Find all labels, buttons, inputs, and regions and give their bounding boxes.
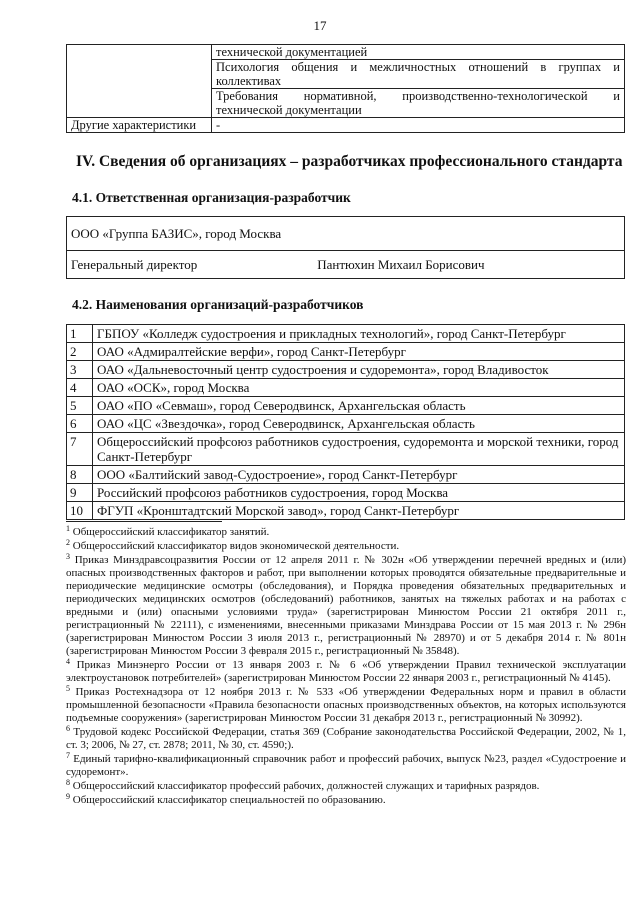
footnote-mark: 4 — [66, 657, 70, 666]
table-cell — [67, 45, 212, 118]
org-number: 2 — [67, 343, 93, 361]
footnote-text: Приказ Минздравсоцразвития России от 12 апреля 2011 г. № 302н «Об утверждении перечней вредных и (или) опасных производственных факторов и работ, при выполнении которых проводятся обязательные предварительные и периодические медицинские осмотры (обследования), и Порядка проведения обязательных предварительных и периодических медицинских осмотров (обследований) работников, занятых на тяжелых работах и на работах с вредными и (или) опасными условиями труда» (зарегистрирован Минюстом России 21 октября 2011 г., регистрационный № 22111), с изменениями, внесенными приказами Минздрава России от 15 мая 2013 г. № 296н (зарегистрирован Минюстом России 3 июля 2013 г., регистрационный № 28970) и от 5 декабря 2014 г. № 801н (зарегистрирован Минюстом России 3 февраля 2015 г., регистрационный № 35848). — [66, 554, 626, 657]
footnote — [66, 686, 626, 725]
org-name: ОАО «ОСК», город Москва — [93, 379, 625, 397]
org-number: 5 — [67, 397, 93, 415]
table-row — [67, 325, 625, 343]
footnote — [66, 753, 626, 779]
subsection-title-responsible: 4.1. Ответственная организация-разработчик — [72, 190, 351, 205]
footnote — [66, 554, 626, 658]
table-row — [67, 361, 625, 379]
table-cell: Психология общения и межличностных отношений в группах и коллективах — [212, 60, 625, 89]
org-name: Общероссийский профсоюз работников судостроения, судоремонта и морской техники, город Санкт-Петербург — [93, 433, 625, 466]
table-row — [67, 379, 625, 397]
footnote-mark: 6 — [66, 724, 70, 733]
signatory-name: Пантюхин Михаил Борисович — [317, 256, 485, 272]
footnote-mark: 1 — [66, 524, 70, 533]
responsible-org-name: ООО «Группа БАЗИС», город Москва — [67, 217, 625, 251]
org-name: ГБПОУ «Колледж судостроения и прикладных технологий», город Санкт-Петербург — [93, 325, 625, 343]
table-row — [67, 118, 625, 133]
table-row — [67, 466, 625, 484]
footnote-text: Общероссийский классификатор специальностей по образованию. — [72, 794, 386, 806]
org-number: 8 — [67, 466, 93, 484]
org-number: 6 — [67, 415, 93, 433]
responsible-organization-table — [66, 216, 625, 279]
org-name: ОАО «Адмиралтейские верфи», город Санкт-Петербург — [93, 343, 625, 361]
table-row — [67, 45, 625, 60]
footnote-text: Приказ Ростехнадзора от 12 ноября 2013 г. № 533 «Об утверждении Федеральных норм и правил в области промышленной безопасности «Правила безопасности опасных производственных объектов, на которых используются подъемные сооружения» (зарегистрирован Минюстом России 31 декабря 2013 г., регистрационный № 30992). — [66, 686, 627, 724]
responsible-org-signatory — [67, 251, 625, 279]
footnote-text: Общероссийский классификатор профессий рабочих, должностей служащих и тарифных разрядов. — [72, 780, 540, 792]
table-cell: Требования нормативной, производственно-технологической и технической документации — [212, 89, 625, 118]
table-row — [67, 343, 625, 361]
section-title: IV. Сведения об организациях – разработчиках профессионального стандарта — [76, 153, 623, 170]
org-number: 7 — [67, 433, 93, 466]
footnote-separator — [66, 521, 222, 522]
table-row — [67, 415, 625, 433]
footnote-mark: 2 — [66, 538, 70, 547]
footnote-text: Трудовой кодекс Российской Федерации, статья 369 (Собрание законодательства Российской Федерации, 2002, № 1, ст. 3; 2006, № 27, ст. 2878; 2011, № 30, ст. 4590;). — [66, 726, 627, 751]
footnote-mark: 7 — [66, 751, 70, 760]
table-row — [67, 217, 625, 251]
footnote — [66, 780, 626, 793]
footnote-text: Приказ Минэнерго России от 13 января 2003 г. № 6 «Об утверждении Правил технической эксплуатации электроустановок потребителей» (зарегистрирован Минюстом России 22 января 2003 г., регистрационный № 4145). — [66, 659, 626, 684]
footnote — [66, 659, 626, 685]
signatory-position: Генеральный директор — [71, 256, 198, 272]
table-row — [67, 397, 625, 415]
org-name: ФГУП «Кронштадтский Морской завод», город Санкт-Петербург — [93, 502, 625, 520]
table-cell: технической документацией — [212, 45, 625, 60]
org-name: ОАО «ЦС «Звездочка», город Северодвинск, Архангельская область — [93, 415, 625, 433]
org-number: 4 — [67, 379, 93, 397]
footnote — [66, 540, 626, 553]
table-row — [67, 251, 625, 279]
table-row — [67, 502, 625, 520]
org-name: ОАО «ПО «Севмаш», город Северодвинск, Архангельская область — [93, 397, 625, 415]
org-number: 9 — [67, 484, 93, 502]
org-name: Российский профсоюз работников судостроения, город Москва — [93, 484, 625, 502]
org-name: ОАО «Дальневосточный центр судостроения и судоремонта», город Владивосток — [93, 361, 625, 379]
footnote — [66, 794, 626, 807]
footnote — [66, 526, 626, 539]
characteristics-table-continuation — [66, 44, 625, 133]
footnote-text: Общероссийский классификатор видов экономической деятельности. — [72, 540, 400, 552]
footnotes — [66, 526, 626, 808]
table-cell: - — [212, 118, 625, 133]
table-cell-label: Другие характеристики — [67, 118, 212, 133]
footnote — [66, 726, 626, 752]
org-number: 1 — [67, 325, 93, 343]
footnote-mark: 3 — [66, 552, 70, 561]
org-name: ООО «Балтийский завод-Судостроение», город Санкт-Петербург — [93, 466, 625, 484]
org-number: 3 — [67, 361, 93, 379]
footnote-mark: 5 — [66, 684, 70, 693]
footnote-text: Общероссийский классификатор занятий. — [72, 526, 270, 538]
footnote-text: Единый тарифно-квалификационный справочник работ и профессий рабочих, выпуск №23, раздел «Судостроение и судоремонт». — [66, 753, 626, 778]
table-row — [67, 433, 625, 466]
org-number: 10 — [67, 502, 93, 520]
subsection-title-developers: 4.2. Наименования организаций-разработчиков — [72, 297, 364, 312]
page-number: 17 — [313, 18, 327, 33]
table-row — [67, 484, 625, 502]
footnote-mark: 9 — [66, 792, 70, 801]
developer-organizations-table — [66, 324, 625, 520]
footnote-mark: 8 — [66, 778, 70, 787]
